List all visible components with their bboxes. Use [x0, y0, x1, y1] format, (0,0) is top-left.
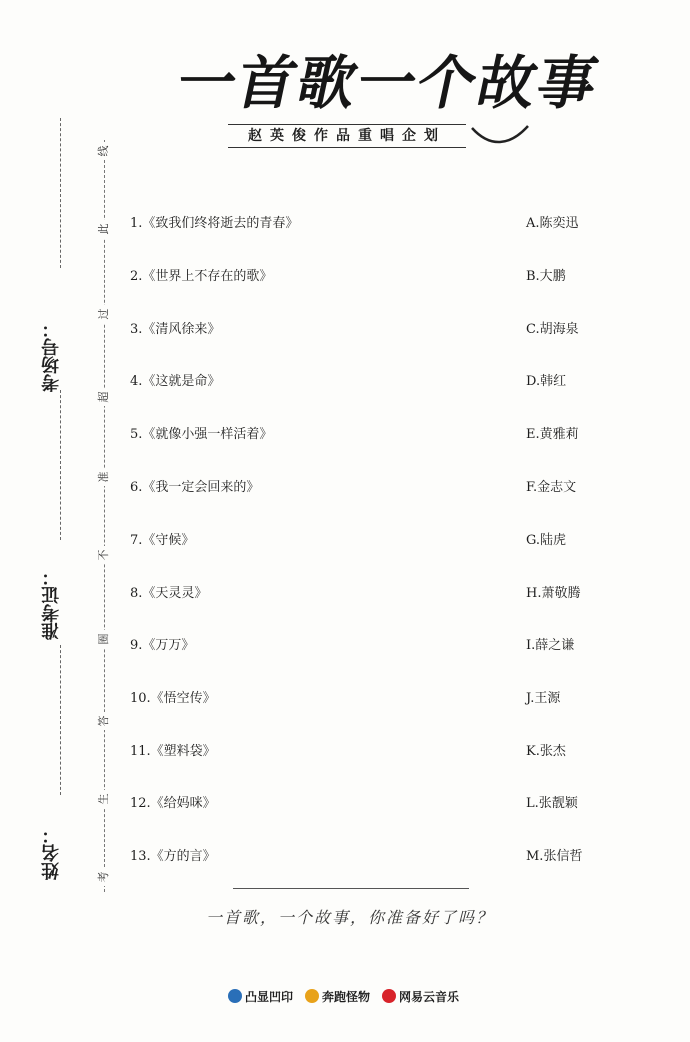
- seal-char: 过: [95, 305, 113, 323]
- exam-room-field[interactable]: [32, 272, 72, 392]
- title-flourish: [470, 120, 530, 150]
- binding-line-middle: [60, 390, 61, 540]
- song-title: 4.《这就是命》: [130, 374, 221, 389]
- page-subtitle: 赵英俊作品重唱企划: [228, 124, 466, 148]
- globe-icon: [228, 989, 242, 1003]
- sponsor-logos: [228, 986, 459, 1006]
- song-title: 9.《万万》: [130, 638, 195, 653]
- seal-char: 圈: [95, 630, 113, 648]
- match-row: [130, 792, 590, 816]
- seal-char: 线: [95, 142, 113, 160]
- song-title: 5.《就像小强一样活着》: [130, 427, 273, 442]
- song-title: 13.《方的言》: [130, 849, 216, 864]
- song-title: 6.《我一定会回来的》: [130, 480, 260, 495]
- divider: [233, 888, 469, 889]
- match-row: [130, 582, 590, 606]
- ticket-number-label: 准考证：: [41, 568, 62, 640]
- sponsor-name: 网易云音乐: [399, 989, 460, 1004]
- artist-option: F.金志文: [526, 480, 577, 495]
- page-title: 一首歌一个故事: [170, 49, 606, 117]
- match-row: [130, 740, 590, 764]
- match-row: [130, 634, 590, 658]
- seal-char: 生: [95, 790, 113, 808]
- match-row: [130, 265, 590, 289]
- match-row: [130, 529, 590, 553]
- name-label: 姓名：: [41, 826, 62, 880]
- sponsor-logo: [382, 988, 459, 1005]
- name-field[interactable]: [32, 810, 72, 880]
- artist-option: B.大鹏: [526, 269, 566, 284]
- binding-line-top: [60, 118, 61, 268]
- seal-char: 准: [95, 468, 113, 486]
- match-row: [130, 318, 590, 342]
- song-title: 2.《世界上不存在的歌》: [130, 269, 273, 284]
- ticket-number-field[interactable]: [32, 540, 72, 640]
- seal-char: 不: [95, 546, 113, 564]
- artist-option: C.胡海泉: [526, 322, 579, 337]
- tagline: 一首歌，一个故事，你准备好了吗？: [205, 908, 494, 927]
- binding-line-lower: [60, 645, 61, 795]
- seal-char: 答: [95, 712, 113, 730]
- artist-option: J.王源: [526, 691, 561, 706]
- song-title: 1.《致我们终将逝去的青春》: [130, 216, 299, 231]
- artist-option: M.张信哲: [526, 849, 583, 864]
- artist-option: K.张杰: [526, 744, 566, 759]
- sponsor-logo: [305, 988, 370, 1005]
- song-title: 11.《塑料袋》: [130, 744, 216, 759]
- artist-option: L.张靓颖: [526, 796, 578, 811]
- sponsor-logo: [228, 988, 293, 1005]
- match-row: [130, 423, 590, 447]
- match-row: [130, 370, 590, 394]
- artist-option: D.韩红: [526, 374, 567, 389]
- sponsor-name: 奔跑怪物: [322, 989, 371, 1004]
- seal-line: [104, 140, 105, 892]
- match-row: [130, 212, 590, 236]
- monster-icon: [305, 989, 319, 1003]
- sponsor-name: 凸显凹印: [245, 989, 294, 1004]
- artist-option: A.陈奕迅: [526, 216, 579, 231]
- artist-option: H.萧敬腾: [526, 586, 581, 601]
- artist-option: G.陆虎: [526, 533, 567, 548]
- artist-option: I.薛之谦: [526, 638, 575, 653]
- seal-char: 考: [95, 868, 113, 886]
- song-title: 10.《悟空传》: [130, 691, 216, 706]
- artist-option: E.黄雅莉: [526, 427, 579, 442]
- match-row: [130, 476, 590, 500]
- netease-music-icon: [382, 989, 396, 1003]
- exam-room-label: 考场号：: [41, 320, 62, 392]
- seal-char: 超: [95, 388, 113, 406]
- song-title: 3.《清风徐来》: [130, 322, 221, 337]
- song-title: 7.《守候》: [130, 533, 195, 548]
- match-row: [130, 845, 590, 869]
- song-title: 8.《天灵灵》: [130, 586, 208, 601]
- match-row: [130, 687, 590, 711]
- seal-char: 此: [95, 220, 113, 238]
- song-title: 12.《给妈咪》: [130, 796, 216, 811]
